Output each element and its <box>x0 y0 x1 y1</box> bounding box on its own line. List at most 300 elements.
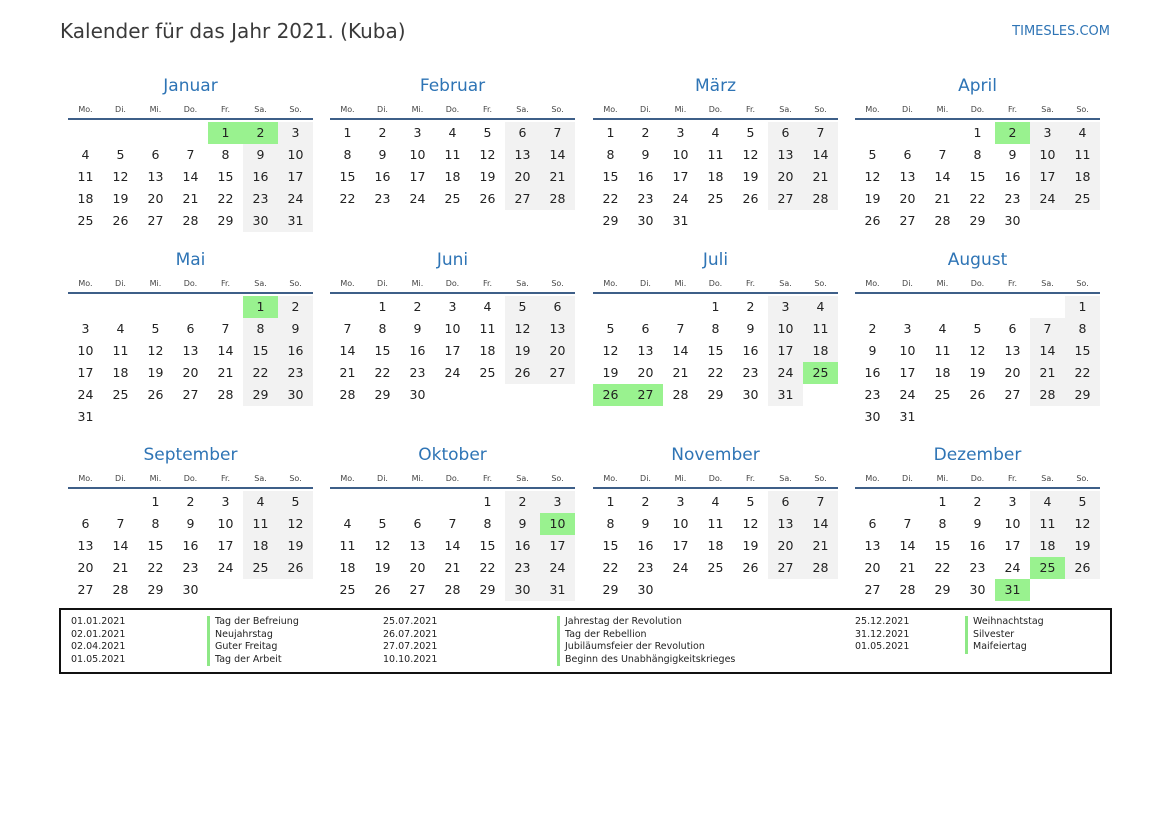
day-cell[interactable]: 23 <box>505 557 540 579</box>
day-cell[interactable]: 17 <box>278 166 313 188</box>
day-cell[interactable]: 29 <box>243 384 278 406</box>
day-cell[interactable]: 13 <box>182 343 199 358</box>
day-cell[interactable]: 30 <box>278 384 313 406</box>
day-cell[interactable]: 14 <box>217 343 234 358</box>
day-cell[interactable]: 3 <box>221 494 230 509</box>
day-cell[interactable]: 5 <box>151 321 160 336</box>
day-cell[interactable]: 13 <box>505 144 540 166</box>
day-cell[interactable]: 5 <box>746 125 755 140</box>
day-cell[interactable]: 12 <box>602 343 619 358</box>
day-cell[interactable]: 19 <box>112 191 129 206</box>
day-cell[interactable]: 14 <box>1030 340 1065 362</box>
day-cell[interactable]: 18 <box>479 343 496 358</box>
day-cell[interactable]: 21 <box>1030 362 1065 384</box>
day-cell[interactable]: 8 <box>711 321 720 336</box>
day-cell[interactable]: 3 <box>1030 122 1065 144</box>
day-cell[interactable]: 31 <box>899 409 916 424</box>
day-cell[interactable]: 15 <box>479 538 496 553</box>
day-cell[interactable]: 26 <box>374 582 391 597</box>
day-cell[interactable]: 23 <box>637 560 654 575</box>
day-cell[interactable]: 12 <box>742 516 759 531</box>
day-cell[interactable]: 14 <box>540 144 575 166</box>
day-cell[interactable]: 3 <box>903 321 912 336</box>
day-cell[interactable]: 7 <box>1030 318 1065 340</box>
day-cell[interactable]: 15 <box>707 343 724 358</box>
day-cell[interactable]: 25 <box>1065 188 1100 210</box>
day-cell[interactable]: 3 <box>1008 494 1017 509</box>
day-cell[interactable]: 4 <box>1065 122 1100 144</box>
day-cell[interactable]: 5 <box>505 296 540 318</box>
day-cell[interactable]: 7 <box>448 516 457 531</box>
day-cell[interactable]: 6 <box>768 122 803 144</box>
day-cell[interactable]: 11 <box>934 343 951 358</box>
day-cell[interactable]: 3 <box>676 125 685 140</box>
day-cell[interactable]: 21 <box>899 560 916 575</box>
day-cell[interactable]: 28 <box>444 582 461 597</box>
day-cell[interactable]: 2 <box>641 125 650 140</box>
day-cell[interactable]: 22 <box>147 560 164 575</box>
day-cell[interactable]: 17 <box>77 365 94 380</box>
day-cell[interactable]: 26 <box>479 191 496 206</box>
day-cell[interactable]: 4 <box>803 296 838 318</box>
day-cell[interactable]: 6 <box>903 147 912 162</box>
day-cell[interactable]: 30 <box>243 210 278 232</box>
day-cell[interactable]: 21 <box>339 365 356 380</box>
day-cell[interactable]: 6 <box>540 296 575 318</box>
day-cell[interactable]: 6 <box>868 516 877 531</box>
day-cell[interactable]: 15 <box>969 169 986 184</box>
day-cell[interactable]: 28 <box>672 387 689 402</box>
day-cell[interactable]: 1 <box>711 299 720 314</box>
day-cell[interactable]: 1 <box>151 494 160 509</box>
site-link[interactable]: TIMESLES.COM <box>1012 24 1110 39</box>
day-cell[interactable]: 18 <box>803 340 838 362</box>
day-cell[interactable]: 2 <box>278 296 313 318</box>
day-cell[interactable]: 30 <box>864 409 881 424</box>
day-cell[interactable]: 14 <box>444 538 461 553</box>
day-cell[interactable]: 25 <box>934 387 951 402</box>
day-cell[interactable]: 14 <box>934 169 951 184</box>
day-cell[interactable]: 4 <box>711 125 720 140</box>
day-cell[interactable]: 24 <box>444 365 461 380</box>
day-cell[interactable]: 26 <box>742 560 759 575</box>
day-cell[interactable]: 30 <box>637 582 654 597</box>
day-cell[interactable]: 29 <box>602 582 619 597</box>
day-cell[interactable]: 30 <box>409 387 426 402</box>
day-cell[interactable]: 15 <box>217 169 234 184</box>
holiday-day-cell[interactable]: 2 <box>995 122 1030 144</box>
day-cell[interactable]: 25 <box>707 191 724 206</box>
day-cell[interactable]: 24 <box>278 188 313 210</box>
day-cell[interactable]: 4 <box>243 491 278 513</box>
day-cell[interactable]: 2 <box>868 321 877 336</box>
day-cell[interactable]: 21 <box>803 535 838 557</box>
day-cell[interactable]: 7 <box>116 516 125 531</box>
day-cell[interactable]: 13 <box>147 169 164 184</box>
day-cell[interactable]: 16 <box>1004 169 1021 184</box>
day-cell[interactable]: 28 <box>899 582 916 597</box>
day-cell[interactable]: 7 <box>540 122 575 144</box>
day-cell[interactable]: 28 <box>217 387 234 402</box>
day-cell[interactable]: 16 <box>243 166 278 188</box>
day-cell[interactable]: 8 <box>243 318 278 340</box>
day-cell[interactable]: 9 <box>641 516 650 531</box>
day-cell[interactable]: 20 <box>899 191 916 206</box>
day-cell[interactable]: 26 <box>112 213 129 228</box>
day-cell[interactable]: 25 <box>479 365 496 380</box>
day-cell[interactable]: 17 <box>768 340 803 362</box>
day-cell[interactable]: 15 <box>602 169 619 184</box>
day-cell[interactable]: 23 <box>278 362 313 384</box>
day-cell[interactable]: 5 <box>973 321 982 336</box>
day-cell[interactable]: 8 <box>221 147 230 162</box>
holiday-day-cell[interactable]: 10 <box>540 513 575 535</box>
day-cell[interactable]: 7 <box>221 321 230 336</box>
day-cell[interactable]: 22 <box>969 191 986 206</box>
day-cell[interactable]: 9 <box>746 321 755 336</box>
day-cell[interactable]: 21 <box>217 365 234 380</box>
day-cell[interactable]: 21 <box>444 560 461 575</box>
day-cell[interactable]: 15 <box>147 538 164 553</box>
day-cell[interactable]: 9 <box>278 318 313 340</box>
day-cell[interactable]: 10 <box>77 343 94 358</box>
day-cell[interactable]: 20 <box>1004 365 1021 380</box>
day-cell[interactable]: 12 <box>112 169 129 184</box>
day-cell[interactable]: 11 <box>1030 513 1065 535</box>
day-cell[interactable]: 7 <box>186 147 195 162</box>
day-cell[interactable]: 22 <box>602 191 619 206</box>
day-cell[interactable]: 15 <box>243 340 278 362</box>
day-cell[interactable]: 1 <box>343 125 352 140</box>
day-cell[interactable]: 23 <box>409 365 426 380</box>
day-cell[interactable]: 25 <box>243 557 278 579</box>
day-cell[interactable]: 26 <box>864 213 881 228</box>
day-cell[interactable]: 24 <box>409 191 426 206</box>
day-cell[interactable]: 14 <box>672 343 689 358</box>
day-cell[interactable]: 8 <box>1065 318 1100 340</box>
day-cell[interactable]: 12 <box>742 147 759 162</box>
day-cell[interactable]: 29 <box>1065 384 1100 406</box>
day-cell[interactable]: 26 <box>742 191 759 206</box>
day-cell[interactable]: 9 <box>505 513 540 535</box>
day-cell[interactable]: 10 <box>409 147 426 162</box>
day-cell[interactable]: 9 <box>868 343 877 358</box>
day-cell[interactable]: 19 <box>278 535 313 557</box>
day-cell[interactable]: 24 <box>1004 560 1021 575</box>
day-cell[interactable]: 11 <box>112 343 129 358</box>
day-cell[interactable]: 18 <box>112 365 129 380</box>
day-cell[interactable]: 26 <box>969 387 986 402</box>
day-cell[interactable]: 30 <box>969 582 986 597</box>
day-cell[interactable]: 10 <box>899 343 916 358</box>
day-cell[interactable]: 19 <box>374 560 391 575</box>
day-cell[interactable]: 16 <box>864 365 881 380</box>
day-cell[interactable]: 7 <box>803 122 838 144</box>
day-cell[interactable]: 20 <box>505 166 540 188</box>
day-cell[interactable]: 29 <box>934 582 951 597</box>
day-cell[interactable]: 27 <box>77 582 94 597</box>
day-cell[interactable]: 5 <box>116 147 125 162</box>
day-cell[interactable]: 15 <box>1065 340 1100 362</box>
holiday-day-cell[interactable]: 25 <box>1030 557 1065 579</box>
day-cell[interactable]: 30 <box>1004 213 1021 228</box>
day-cell[interactable]: 8 <box>938 516 947 531</box>
day-cell[interactable]: 28 <box>934 213 951 228</box>
day-cell[interactable]: 16 <box>505 535 540 557</box>
day-cell[interactable]: 2 <box>746 299 755 314</box>
day-cell[interactable]: 17 <box>217 538 234 553</box>
day-cell[interactable]: 21 <box>934 191 951 206</box>
day-cell[interactable]: 6 <box>413 516 422 531</box>
day-cell[interactable]: 17 <box>1004 538 1021 553</box>
day-cell[interactable]: 5 <box>606 321 615 336</box>
day-cell[interactable]: 4 <box>116 321 125 336</box>
day-cell[interactable]: 4 <box>938 321 947 336</box>
day-cell[interactable]: 19 <box>479 169 496 184</box>
day-cell[interactable]: 10 <box>672 516 689 531</box>
day-cell[interactable]: 13 <box>1004 343 1021 358</box>
day-cell[interactable]: 19 <box>505 340 540 362</box>
day-cell[interactable]: 8 <box>483 516 492 531</box>
day-cell[interactable]: 9 <box>641 147 650 162</box>
day-cell[interactable]: 13 <box>540 318 575 340</box>
day-cell[interactable]: 31 <box>278 210 313 232</box>
day-cell[interactable]: 18 <box>1030 535 1065 557</box>
day-cell[interactable]: 28 <box>1030 384 1065 406</box>
day-cell[interactable]: 23 <box>637 191 654 206</box>
day-cell[interactable]: 18 <box>707 169 724 184</box>
day-cell[interactable]: 2 <box>641 494 650 509</box>
day-cell[interactable]: 27 <box>899 213 916 228</box>
day-cell[interactable]: 24 <box>768 362 803 384</box>
day-cell[interactable]: 6 <box>1008 321 1017 336</box>
day-cell[interactable]: 1 <box>606 125 615 140</box>
holiday-day-cell[interactable]: 1 <box>208 122 243 144</box>
day-cell[interactable]: 4 <box>81 147 90 162</box>
day-cell[interactable]: 1 <box>378 299 387 314</box>
day-cell[interactable]: 6 <box>768 491 803 513</box>
day-cell[interactable]: 23 <box>182 560 199 575</box>
day-cell[interactable]: 9 <box>413 321 422 336</box>
day-cell[interactable]: 6 <box>186 321 195 336</box>
day-cell[interactable]: 28 <box>112 582 129 597</box>
day-cell[interactable]: 9 <box>186 516 195 531</box>
day-cell[interactable]: 3 <box>413 125 422 140</box>
day-cell[interactable]: 26 <box>505 362 540 384</box>
day-cell[interactable]: 1 <box>1065 296 1100 318</box>
day-cell[interactable]: 20 <box>768 166 803 188</box>
day-cell[interactable]: 22 <box>1065 362 1100 384</box>
day-cell[interactable]: 18 <box>77 191 94 206</box>
day-cell[interactable]: 17 <box>409 169 426 184</box>
day-cell[interactable]: 24 <box>672 560 689 575</box>
day-cell[interactable]: 12 <box>374 538 391 553</box>
day-cell[interactable]: 2 <box>973 494 982 509</box>
day-cell[interactable]: 29 <box>147 582 164 597</box>
day-cell[interactable]: 22 <box>339 191 356 206</box>
holiday-day-cell[interactable]: 27 <box>628 384 663 406</box>
day-cell[interactable]: 19 <box>147 365 164 380</box>
day-cell[interactable]: 31 <box>672 213 689 228</box>
day-cell[interactable]: 31 <box>768 384 803 406</box>
day-cell[interactable]: 29 <box>217 213 234 228</box>
day-cell[interactable]: 24 <box>899 387 916 402</box>
holiday-day-cell[interactable]: 26 <box>593 384 628 406</box>
day-cell[interactable]: 22 <box>479 560 496 575</box>
day-cell[interactable]: 22 <box>243 362 278 384</box>
day-cell[interactable]: 29 <box>479 582 496 597</box>
day-cell[interactable]: 3 <box>540 491 575 513</box>
day-cell[interactable]: 28 <box>182 213 199 228</box>
day-cell[interactable]: 17 <box>444 343 461 358</box>
day-cell[interactable]: 17 <box>672 538 689 553</box>
day-cell[interactable]: 30 <box>505 579 540 601</box>
day-cell[interactable]: 8 <box>606 516 615 531</box>
day-cell[interactable]: 3 <box>676 494 685 509</box>
day-cell[interactable]: 11 <box>77 169 94 184</box>
day-cell[interactable]: 16 <box>409 343 426 358</box>
day-cell[interactable]: 27 <box>182 387 199 402</box>
day-cell[interactable]: 7 <box>903 516 912 531</box>
day-cell[interactable]: 13 <box>409 538 426 553</box>
day-cell[interactable]: 11 <box>243 513 278 535</box>
day-cell[interactable]: 4 <box>343 516 352 531</box>
day-cell[interactable]: 16 <box>374 169 391 184</box>
day-cell[interactable]: 31 <box>540 579 575 601</box>
day-cell[interactable]: 30 <box>742 387 759 402</box>
holiday-day-cell[interactable]: 31 <box>995 579 1030 601</box>
day-cell[interactable]: 15 <box>374 343 391 358</box>
day-cell[interactable]: 10 <box>768 318 803 340</box>
holiday-day-cell[interactable]: 1 <box>243 296 278 318</box>
day-cell[interactable]: 4 <box>1030 491 1065 513</box>
day-cell[interactable]: 26 <box>1065 557 1100 579</box>
day-cell[interactable]: 18 <box>444 169 461 184</box>
day-cell[interactable]: 27 <box>1004 387 1021 402</box>
day-cell[interactable]: 11 <box>479 321 496 336</box>
day-cell[interactable]: 16 <box>969 538 986 553</box>
day-cell[interactable]: 17 <box>1030 166 1065 188</box>
day-cell[interactable]: 22 <box>707 365 724 380</box>
day-cell[interactable]: 20 <box>768 535 803 557</box>
day-cell[interactable]: 3 <box>448 299 457 314</box>
day-cell[interactable]: 4 <box>711 494 720 509</box>
day-cell[interactable]: 29 <box>969 213 986 228</box>
day-cell[interactable]: 18 <box>1065 166 1100 188</box>
day-cell[interactable]: 24 <box>77 387 94 402</box>
day-cell[interactable]: 27 <box>540 362 575 384</box>
day-cell[interactable]: 12 <box>864 169 881 184</box>
day-cell[interactable]: 12 <box>479 147 496 162</box>
day-cell[interactable]: 8 <box>151 516 160 531</box>
day-cell[interactable]: 15 <box>602 538 619 553</box>
day-cell[interactable]: 18 <box>707 538 724 553</box>
day-cell[interactable]: 19 <box>742 169 759 184</box>
day-cell[interactable]: 14 <box>803 513 838 535</box>
day-cell[interactable]: 16 <box>637 169 654 184</box>
day-cell[interactable]: 20 <box>77 560 94 575</box>
day-cell[interactable]: 23 <box>864 387 881 402</box>
day-cell[interactable]: 8 <box>606 147 615 162</box>
day-cell[interactable]: 5 <box>746 494 755 509</box>
day-cell[interactable]: 31 <box>77 409 94 424</box>
day-cell[interactable]: 12 <box>278 513 313 535</box>
day-cell[interactable]: 24 <box>1030 188 1065 210</box>
day-cell[interactable]: 27 <box>505 188 540 210</box>
day-cell[interactable]: 14 <box>339 343 356 358</box>
day-cell[interactable]: 5 <box>278 491 313 513</box>
day-cell[interactable]: 24 <box>540 557 575 579</box>
day-cell[interactable]: 10 <box>217 516 234 531</box>
day-cell[interactable]: 13 <box>768 144 803 166</box>
day-cell[interactable]: 21 <box>112 560 129 575</box>
day-cell[interactable]: 14 <box>803 144 838 166</box>
day-cell[interactable]: 25 <box>112 387 129 402</box>
day-cell[interactable]: 21 <box>182 191 199 206</box>
day-cell[interactable]: 25 <box>444 191 461 206</box>
day-cell[interactable]: 22 <box>602 560 619 575</box>
day-cell[interactable]: 25 <box>77 213 94 228</box>
day-cell[interactable]: 28 <box>540 188 575 210</box>
day-cell[interactable]: 5 <box>483 125 492 140</box>
day-cell[interactable]: 4 <box>483 299 492 314</box>
day-cell[interactable]: 10 <box>672 147 689 162</box>
day-cell[interactable]: 17 <box>899 365 916 380</box>
day-cell[interactable]: 18 <box>243 535 278 557</box>
day-cell[interactable]: 23 <box>1004 191 1021 206</box>
day-cell[interactable]: 20 <box>147 191 164 206</box>
day-cell[interactable]: 11 <box>707 516 724 531</box>
day-cell[interactable]: 14 <box>112 538 129 553</box>
day-cell[interactable]: 7 <box>676 321 685 336</box>
day-cell[interactable]: 4 <box>448 125 457 140</box>
day-cell[interactable]: 27 <box>864 582 881 597</box>
day-cell[interactable]: 12 <box>1065 513 1100 535</box>
day-cell[interactable]: 13 <box>77 538 94 553</box>
day-cell[interactable]: 6 <box>81 516 90 531</box>
day-cell[interactable]: 20 <box>637 365 654 380</box>
day-cell[interactable]: 25 <box>339 582 356 597</box>
day-cell[interactable]: 15 <box>934 538 951 553</box>
day-cell[interactable]: 20 <box>864 560 881 575</box>
day-cell[interactable]: 25 <box>707 560 724 575</box>
day-cell[interactable]: 2 <box>413 299 422 314</box>
day-cell[interactable]: 19 <box>602 365 619 380</box>
day-cell[interactable]: 1 <box>483 494 492 509</box>
day-cell[interactable]: 23 <box>742 365 759 380</box>
day-cell[interactable]: 10 <box>278 144 313 166</box>
day-cell[interactable]: 23 <box>374 191 391 206</box>
day-cell[interactable]: 26 <box>147 387 164 402</box>
day-cell[interactable]: 16 <box>742 343 759 358</box>
day-cell[interactable]: 7 <box>938 147 947 162</box>
day-cell[interactable]: 17 <box>672 169 689 184</box>
day-cell[interactable]: 18 <box>934 365 951 380</box>
holiday-day-cell[interactable]: 25 <box>803 362 838 384</box>
day-cell[interactable]: 8 <box>378 321 387 336</box>
day-cell[interactable]: 10 <box>1030 144 1065 166</box>
day-cell[interactable]: 13 <box>899 169 916 184</box>
day-cell[interactable]: 27 <box>768 188 803 210</box>
day-cell[interactable]: 19 <box>1065 535 1100 557</box>
day-cell[interactable]: 21 <box>540 166 575 188</box>
day-cell[interactable]: 3 <box>81 321 90 336</box>
day-cell[interactable]: 10 <box>1004 516 1021 531</box>
day-cell[interactable]: 28 <box>803 557 838 579</box>
day-cell[interactable]: 11 <box>444 147 461 162</box>
day-cell[interactable]: 28 <box>339 387 356 402</box>
day-cell[interactable]: 3 <box>768 296 803 318</box>
